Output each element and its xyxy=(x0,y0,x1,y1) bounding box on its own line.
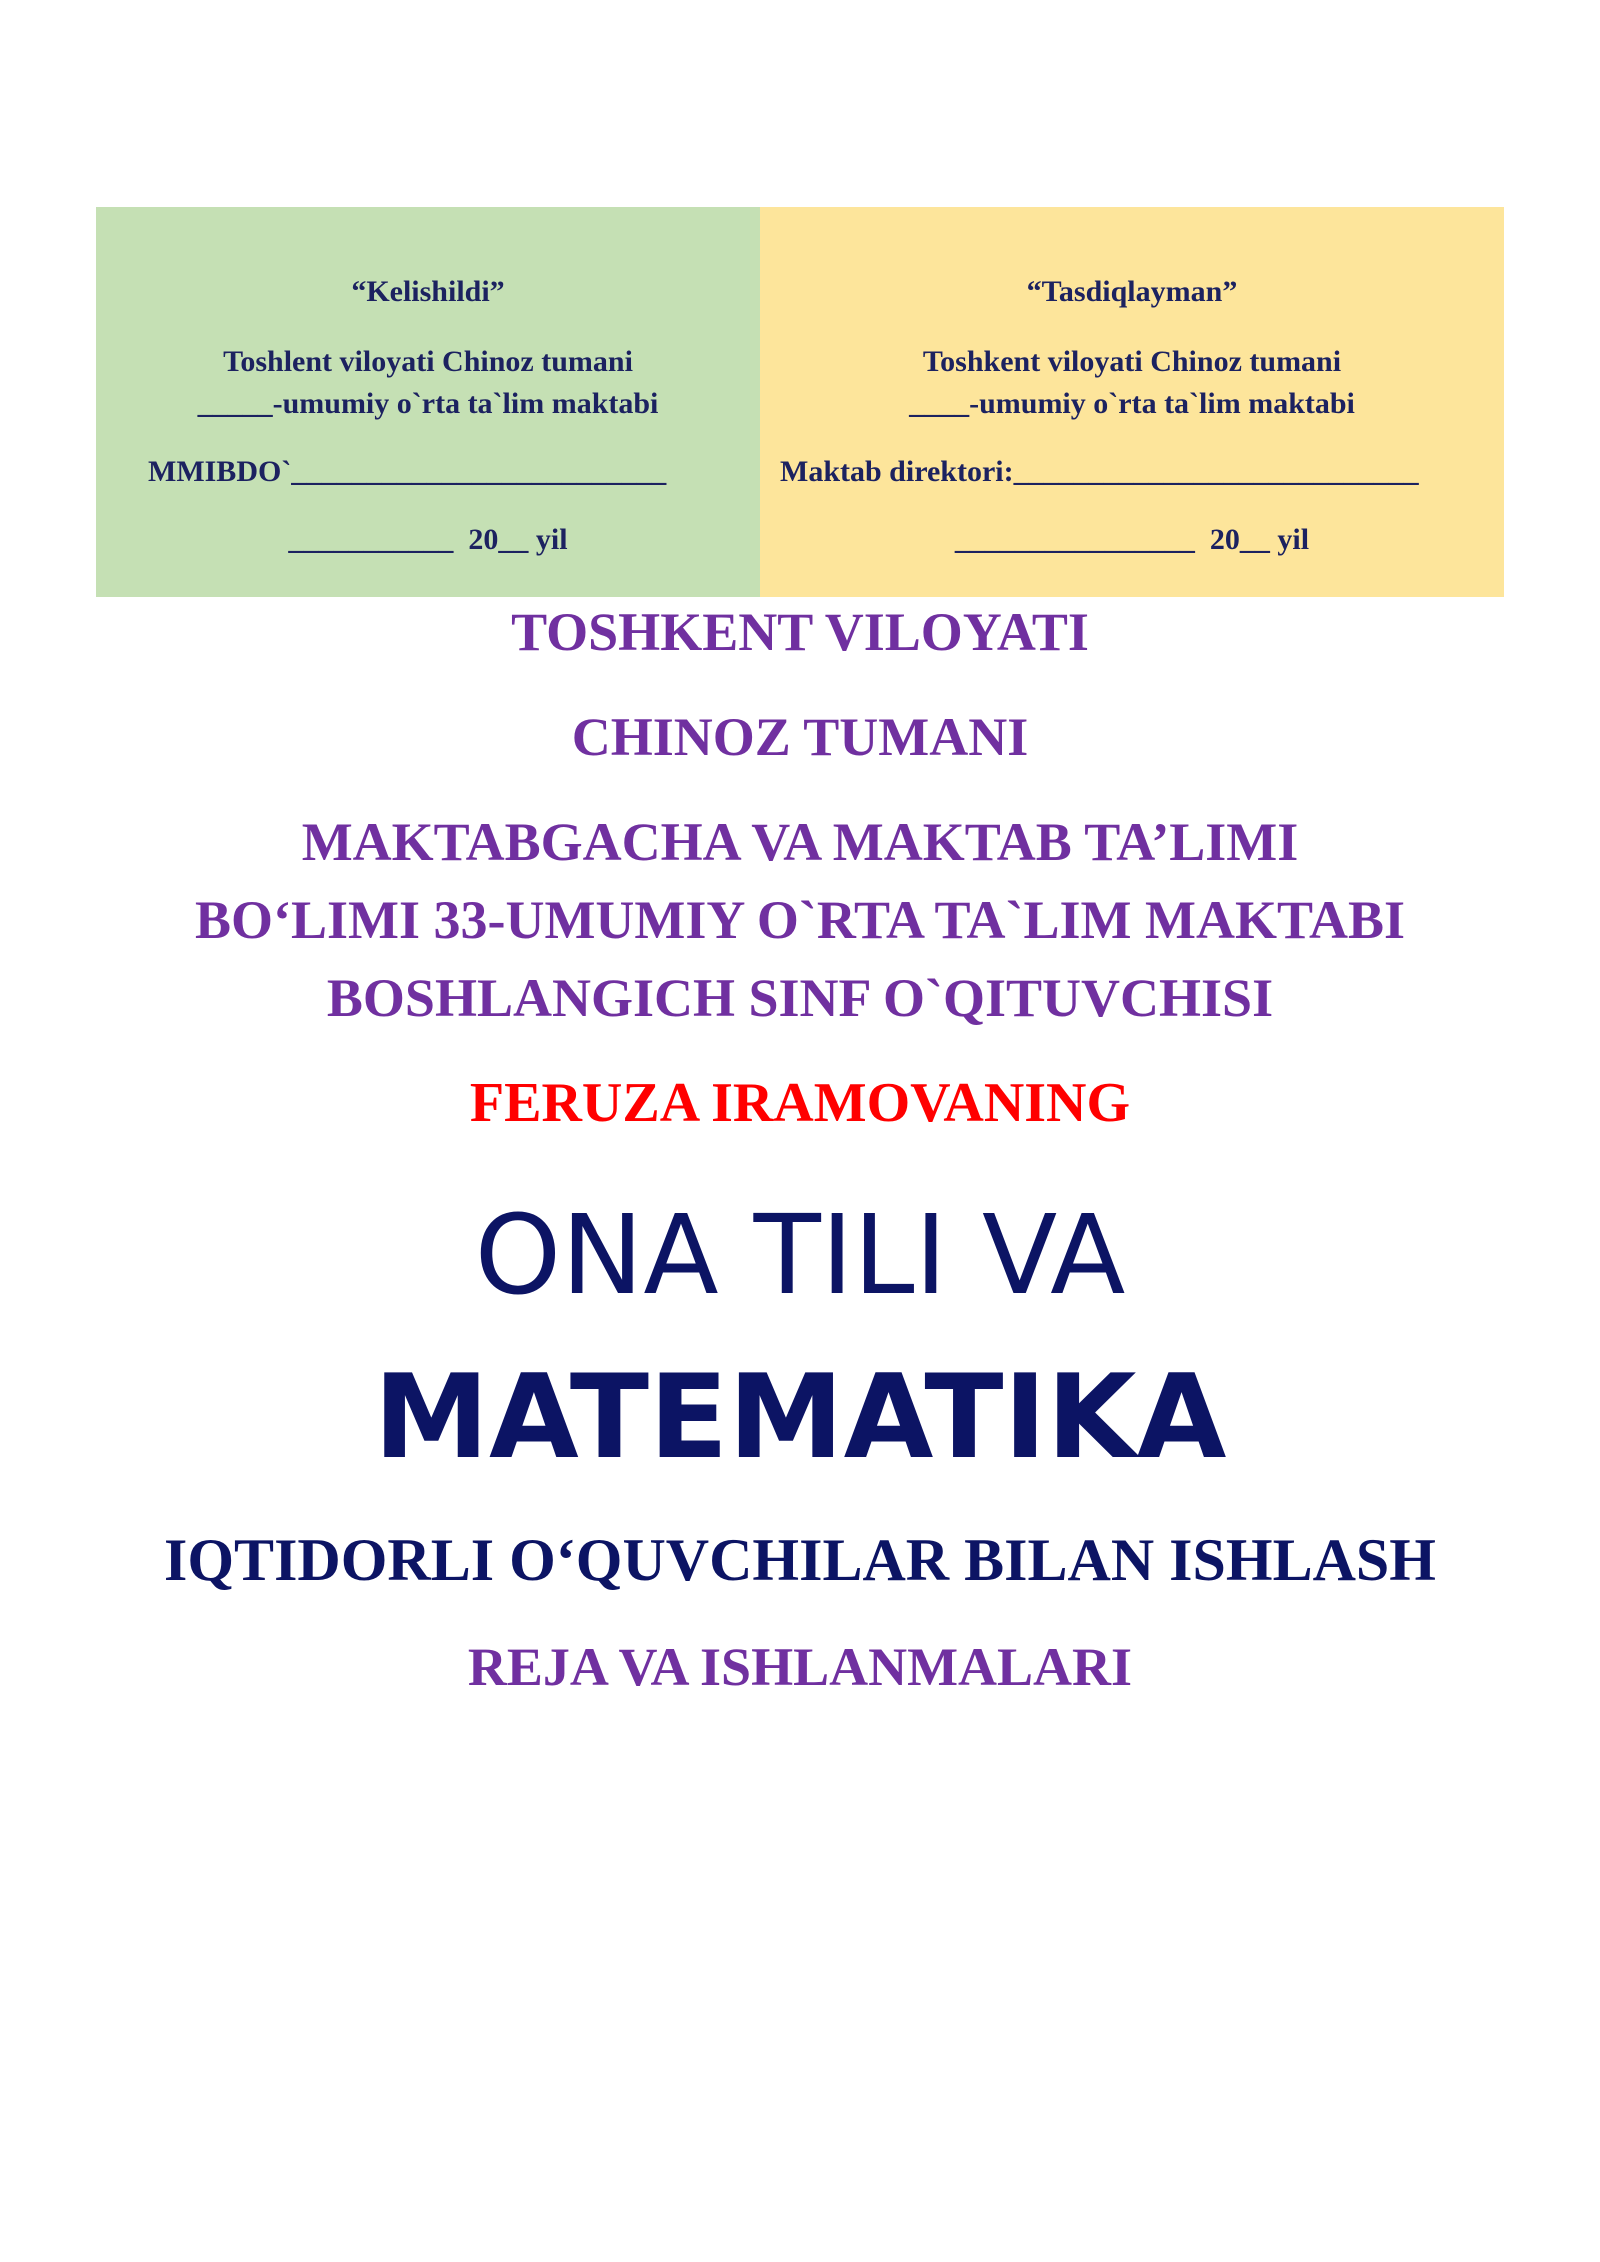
approve-panel xyxy=(760,207,1504,597)
agreed-title: “Kelishildi” xyxy=(351,275,505,308)
agreed-school-line: _____-umumiy o`rta ta`lim maktabi xyxy=(197,387,659,420)
author-name: FERUZA IRAMOVANING xyxy=(469,1072,1131,1134)
agreed-panel xyxy=(96,207,760,597)
approval-block xyxy=(96,207,1504,597)
topic-heading: IQTIDORLI O‘QUVCHILAR BILAN ISHLASH xyxy=(164,1527,1436,1593)
approve-signature-line: Maktab direktori:___________________________ xyxy=(780,455,1419,488)
subtitle-heading: REJA VA ISHLANMALARI xyxy=(467,1637,1133,1697)
agreed-date-line: ___________ 20__ yil xyxy=(288,523,568,556)
approve-school-line: ____-umumiy o`rta ta`lim maktabi xyxy=(909,387,1355,420)
region-heading: TOSHKENT VILOYATI xyxy=(511,602,1089,662)
approve-date-line: ________________ 20__ yil xyxy=(954,523,1310,556)
agreed-region-line: Toshlent viloyati Chinoz tumani xyxy=(223,345,633,378)
district-heading: CHINOZ TUMANI xyxy=(571,707,1029,767)
approve-title: “Tasdiqlayman” xyxy=(1026,275,1238,308)
department-line-1: MAKTABGACHA VA MAKTAB TA’LIMI xyxy=(301,812,1299,872)
department-line-2: BO‘LIMI 33-UMUMIY O`RTA TA`LIM MAKTABI xyxy=(194,890,1406,950)
approve-region-line: Toshkent viloyati Chinoz tumani xyxy=(922,345,1342,378)
agreed-signature-line: MMIBDO`_________________________ xyxy=(148,455,667,488)
subject-title-line-2: MATEMATIKA xyxy=(373,1350,1227,1485)
department-line-3: BOSHLANGICH SINF O`QITUVCHISI xyxy=(326,968,1274,1028)
subject-title-line-1: ONA TILI VA xyxy=(474,1191,1126,1319)
